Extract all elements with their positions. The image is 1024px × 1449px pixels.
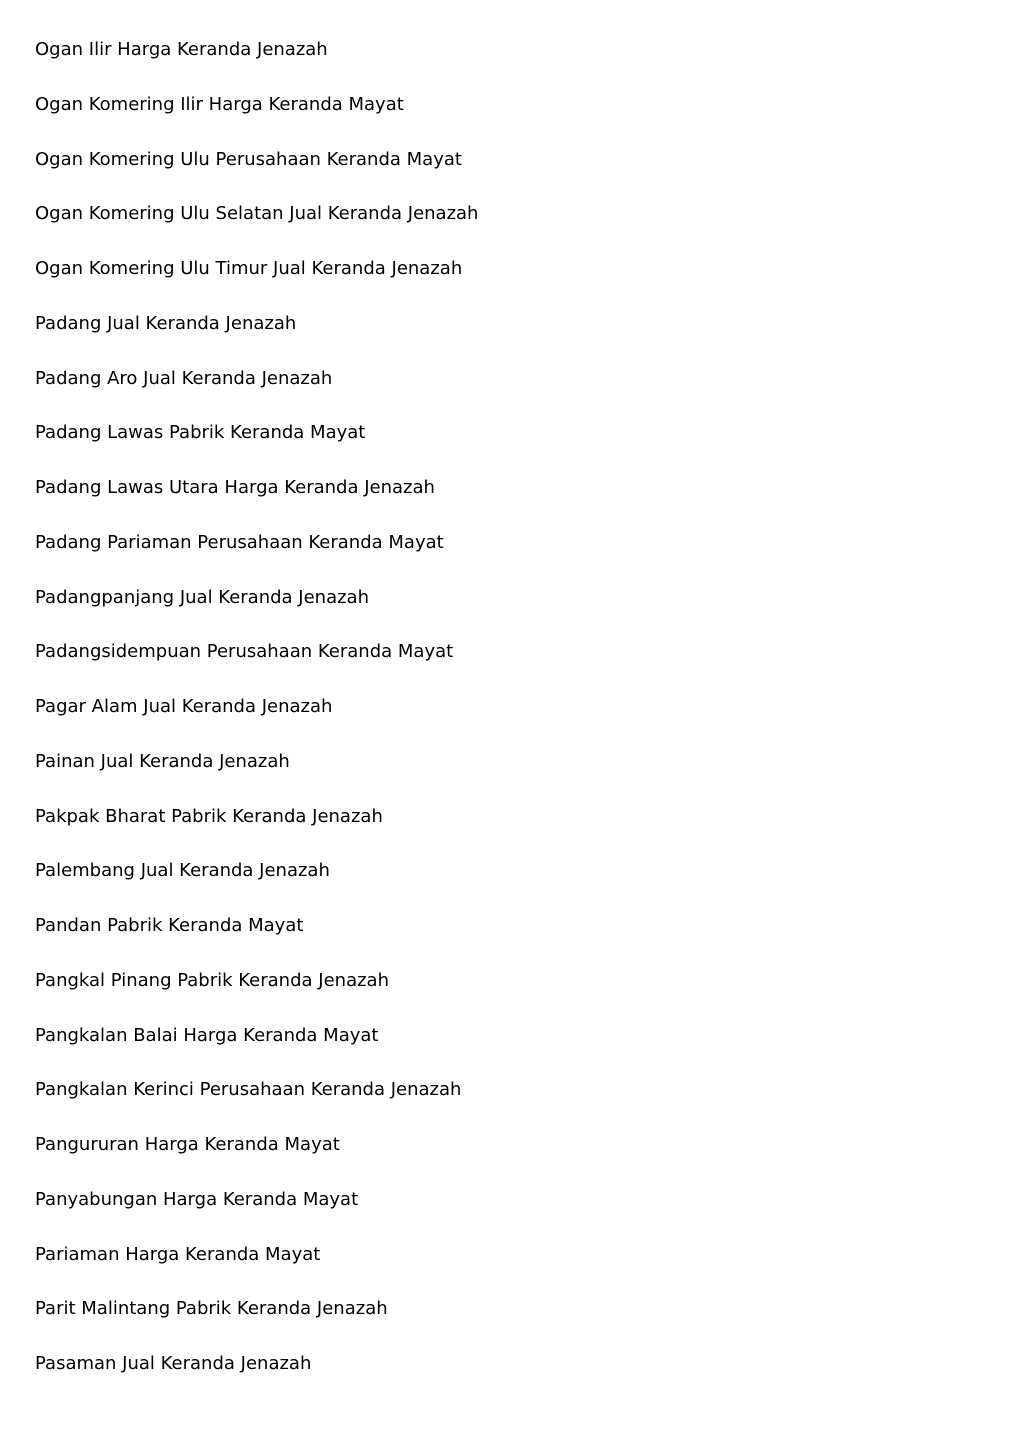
list-item: Padangsidempuan Perusahaan Keranda Mayat: [35, 641, 454, 663]
list-item: Padang Pariaman Perusahaan Keranda Mayat: [35, 531, 444, 553]
list-item: Pandan Pabrik Keranda Mayat: [35, 915, 304, 936]
list-item: Pakpak Bharat Pabrik Keranda Jenazah: [35, 805, 383, 827]
list-item: Ogan Komering Ilir Harga Keranda Mayat: [35, 93, 404, 115]
list-item: Panyabungan Harga Keranda Mayat: [35, 1188, 359, 1210]
list-item: Palembang Jual Keranda Jenazah: [35, 860, 330, 882]
list-item: Ogan Ilir Harga Keranda Jenazah: [35, 39, 328, 60]
list-item: Padangpanjang Jual Keranda Jenazah: [35, 586, 369, 608]
list-item: Ogan Komering Ulu Perusahaan Keranda Mayat: [35, 148, 462, 170]
list-item: Padang Lawas Utara Harga Keranda Jenazah: [35, 477, 435, 498]
list-item: Padang Lawas Pabrik Keranda Mayat: [35, 422, 366, 444]
list-item: Pagar Alam Jual Keranda Jenazah: [35, 696, 333, 717]
list-item: Ogan Komering Ulu Selatan Jual Keranda Jenazah: [35, 203, 479, 225]
list-item: Pangkalan Kerinci Perusahaan Keranda Jenazah: [35, 1079, 462, 1101]
list-item: Painan Jual Keranda Jenazah: [35, 750, 290, 772]
list-item: Pangkalan Balai Harga Keranda Mayat: [35, 1024, 379, 1046]
list-item: Pasaman Jual Keranda Jenazah: [35, 1353, 312, 1374]
list-item: Pangkal Pinang Pabrik Keranda Jenazah: [35, 969, 389, 991]
list-item: Pangururan Harga Keranda Mayat: [35, 1134, 340, 1155]
list-item: Padang Jual Keranda Jenazah: [35, 312, 297, 334]
list-item: Pariaman Harga Keranda Mayat: [35, 1243, 321, 1265]
list-item: Parit Malintang Pabrik Keranda Jenazah: [35, 1298, 388, 1320]
list-item: Ogan Komering Ulu Timur Jual Keranda Jenazah: [35, 258, 463, 279]
keyword-list: [35, 36, 478, 1405]
list-item: Padang Aro Jual Keranda Jenazah: [35, 367, 333, 389]
